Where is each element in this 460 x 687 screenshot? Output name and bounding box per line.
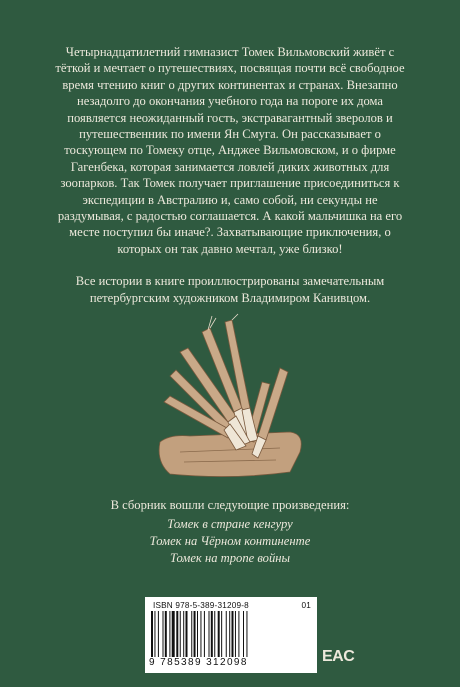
barcode-bar [194, 611, 196, 661]
barcode-bar [235, 611, 236, 661]
barcode-bar [211, 611, 213, 661]
barcode-bar [163, 611, 164, 661]
barcode-bar [191, 611, 192, 661]
barcode-bar [232, 611, 234, 661]
work-title: Томек на Чёрном континенте [149, 534, 311, 548]
barcode-bars [149, 611, 313, 661]
barcode-addon: 01 [301, 601, 311, 610]
ean-digits: 9 785389 312098 [149, 657, 248, 668]
contents-list [80, 497, 380, 567]
barcode-bar [154, 611, 155, 661]
work-title: Томек в стране кенгуру [167, 517, 293, 531]
barcode-bar [169, 611, 170, 661]
barcode-bar [172, 611, 175, 661]
barcode-bar [151, 611, 153, 661]
contents-intro: В сборник вошли следующие произведения: [110, 498, 350, 512]
barcode-bar [204, 611, 205, 661]
barcode-bar [246, 611, 247, 661]
barcode-bar [243, 611, 244, 661]
isbn-barcode [145, 597, 317, 673]
barcode-bar [226, 611, 227, 661]
eac-mark: EAC [322, 648, 355, 665]
blurb-paragraph-2: Все истории в книге проиллюстрированы замечательным петербургским художником Владимиром Канивцом. [75, 274, 385, 305]
barcode-bar [209, 611, 210, 661]
barcode-bar [221, 611, 222, 661]
barcode-bar [176, 611, 178, 661]
barcode-bar [180, 611, 181, 661]
barcode-bar [165, 611, 167, 661]
barcode-bar [183, 611, 184, 661]
blurb-paragraph-1: Четырнадцатилетний гимназист Томек Вильмовский живёт с тёткой и мечтает о путешествиях, посвящая почти всё свободное время чтению книг о других континентах и странах. Внезапно незадолго до окончания учебного года на пороге их дома появляется неожиданный гость, экстравагантный зверолов и путешественник по имени Ян Смуга. Он рассказывает о тоскующем по Томеку отце, Анджее Вильмовском, и о фирме Гагенбека, которая занимается ловлей диких животных для зоопарков. Так Томек получает приглашение присоединиться к экспедиции в Австралию и, само собой, ни секунды не раздумывая, с радостью соглашается. А какой мальчишка на его месте поступил бы иначе?. Захватывающие приключения, о которых он так давно мечтал, уже близко! [55, 45, 405, 256]
barcode-bar [158, 611, 159, 661]
work-title: Томек на тропе войны [169, 551, 291, 565]
barcode-bar [218, 611, 220, 661]
barcode-bar [186, 611, 188, 661]
isbn-text: ISBN 978-5-389-31209-8 [153, 601, 249, 610]
barcode-bar [197, 611, 198, 661]
knives-illustration [150, 312, 310, 480]
barcode-bar [238, 611, 239, 661]
blurb [50, 44, 410, 306]
barcode-bar [200, 611, 201, 661]
barcode-bar [214, 611, 215, 661]
barcode-bar [229, 611, 230, 661]
